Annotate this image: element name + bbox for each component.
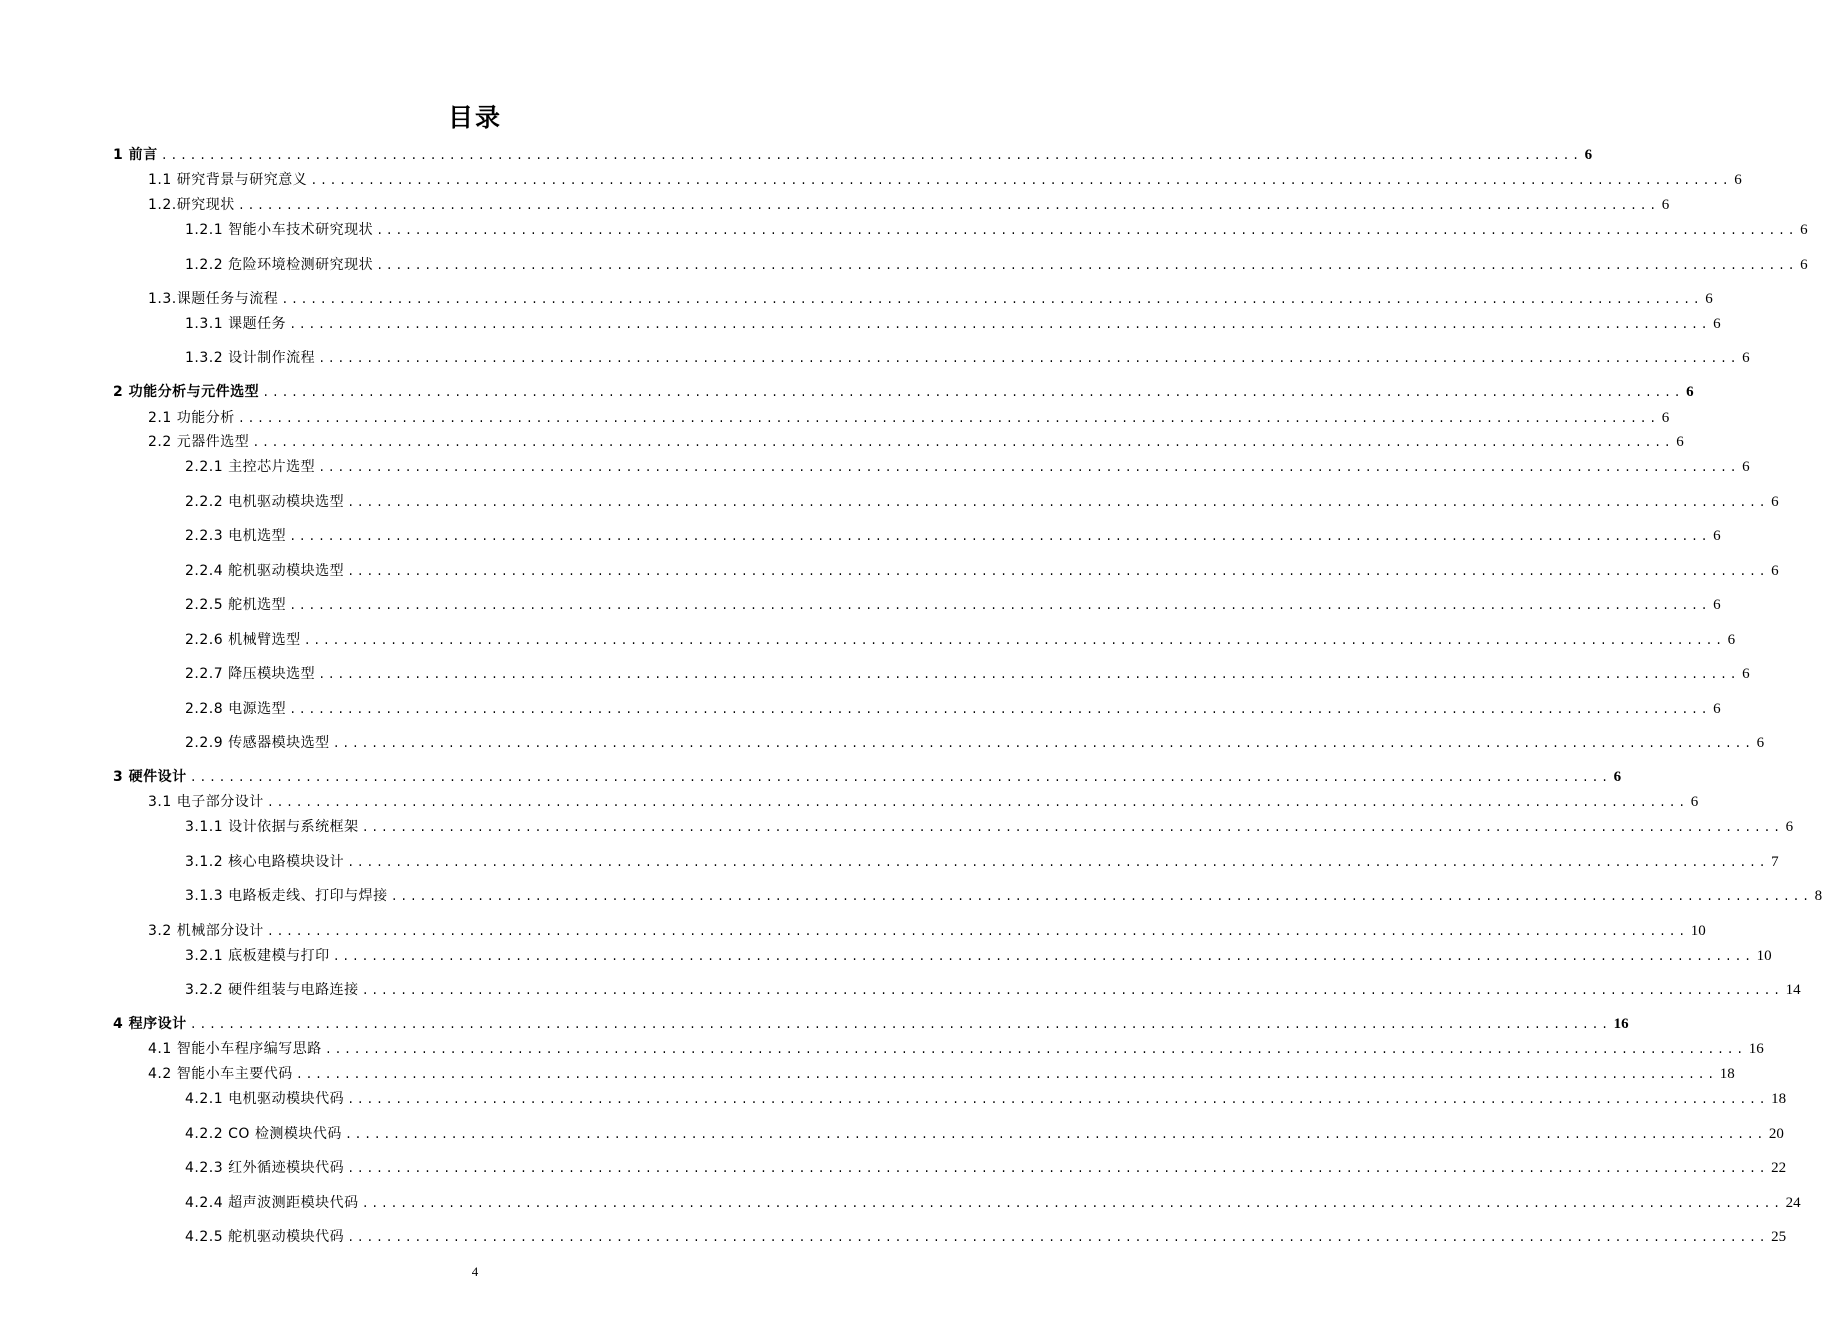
toc-entry-text: 3.1.3 电路板走线、打印与焊接 <box>185 888 388 904</box>
toc-entry-page: 6 <box>1742 350 1750 366</box>
toc-entry[interactable] <box>185 252 1808 274</box>
toc-entry-text: 4.2 智能小车主要代码 <box>148 1066 293 1082</box>
dot-leader: .................................................................................................................................................... <box>376 224 1798 238</box>
dot-leader: .................................................................................................................................................... <box>344 1128 1766 1142</box>
toc-entry-text: 1.3.2 设计制作流程 <box>185 350 316 366</box>
toc-entry-page: 8 <box>1814 888 1822 904</box>
toc-entry[interactable] <box>185 943 1772 965</box>
toc-entry-text: 2.2.7 降压模块选型 <box>185 666 316 682</box>
toc-entry-text: 2.2.2 电机驱动模块选型 <box>185 494 345 510</box>
toc-entry[interactable] <box>113 764 1622 786</box>
toc-entry[interactable] <box>148 286 1713 308</box>
toc-entry-page: 6 <box>1705 291 1713 307</box>
toc-entry[interactable] <box>185 217 1808 239</box>
toc-entry-text: 2.2.9 传感器模块选型 <box>185 735 330 751</box>
dot-leader: .................................................................................................................................................... <box>347 1162 1769 1176</box>
toc-entry-page: 6 <box>1661 197 1670 213</box>
toc-entry[interactable] <box>185 454 1750 476</box>
toc-entry-page: 6 <box>1742 666 1750 682</box>
toc-entry-page: 6 <box>1734 172 1742 188</box>
toc-entry-page: 25 <box>1771 1229 1787 1245</box>
toc-entry-page: 18 <box>1771 1091 1787 1107</box>
dot-leader: .................................................................................................................................................... <box>310 174 1732 188</box>
toc-entry[interactable] <box>185 883 1822 905</box>
toc-entry[interactable] <box>185 661 1750 683</box>
toc-entry-text: 2.2.4 舵机驱动模块选型 <box>185 563 345 579</box>
toc-entry-text: 4 程序设计 <box>113 1016 187 1032</box>
toc-entry-text: 4.2.4 超声波测距模块代码 <box>185 1195 359 1211</box>
toc-entry-page: 6 <box>1800 257 1808 273</box>
dot-leader: .................................................................................................................................................... <box>303 634 1725 648</box>
toc-entry-page: 6 <box>1713 701 1721 717</box>
toc-entry[interactable] <box>185 1121 1784 1143</box>
toc-entry[interactable] <box>185 592 1721 614</box>
toc-entry-page: 6 <box>1676 434 1684 450</box>
dot-leader: .................................................................................................................................................... <box>361 984 1783 998</box>
dot-leader: .................................................................................................................................................... <box>237 412 1659 426</box>
dot-leader: .................................................................................................................................................... <box>237 199 1659 213</box>
toc-entry-text: 3 硬件设计 <box>113 769 187 785</box>
toc-entry-text: 2.2.8 电源选型 <box>185 701 287 717</box>
toc-entry-page: 6 <box>1713 528 1721 544</box>
dot-leader: .................................................................................................................................................... <box>295 1068 1717 1082</box>
toc-entry-text: 2.1 功能分析 <box>148 410 235 426</box>
toc-entry[interactable] <box>148 192 1670 214</box>
toc-entry-text: 3.1.2 核心电路模块设计 <box>185 854 345 870</box>
toc-entry-page: 6 <box>1713 597 1721 613</box>
toc-entry-page: 14 <box>1785 982 1801 998</box>
dot-leader: .................................................................................................................................................... <box>347 565 1769 579</box>
toc-entry[interactable] <box>113 1011 1629 1033</box>
toc-entry-page: 6 <box>1756 735 1765 751</box>
toc-entry-page: 6 <box>1690 794 1699 810</box>
toc-entry-page: 6 <box>1771 563 1779 579</box>
toc-entry[interactable] <box>185 814 1794 836</box>
page-number: 4 <box>471 1264 479 1279</box>
toc-entry[interactable] <box>185 1190 1801 1212</box>
toc-entry-page: 20 <box>1768 1126 1784 1142</box>
dot-leader: .................................................................................................................................................... <box>289 703 1711 717</box>
toc-entry-text: 1.3.课题任务与流程 <box>148 291 279 307</box>
toc-entry[interactable] <box>185 977 1801 999</box>
dot-leader: .................................................................................................................................................... <box>281 293 1703 307</box>
toc-entry[interactable] <box>185 1224 1787 1246</box>
toc-entry-text: 4.2.3 红外循迹模块代码 <box>185 1160 345 1176</box>
toc-entry-text: 2.2 元器件选型 <box>148 434 250 450</box>
dot-leader: .................................................................................................................................................... <box>160 149 1582 163</box>
toc-entry-page: 6 <box>1800 222 1808 238</box>
toc-entry[interactable] <box>148 405 1670 427</box>
toc-entry-page: 6 <box>1584 147 1593 163</box>
toc-entry[interactable] <box>185 345 1750 367</box>
dot-leader: .................................................................................................................................................... <box>189 1018 1611 1032</box>
toc-entry[interactable] <box>185 558 1779 580</box>
dot-leader: .................................................................................................................................................... <box>361 1197 1783 1211</box>
toc-entry-text: 3.2.2 硬件组装与电路连接 <box>185 982 359 998</box>
toc-entry[interactable] <box>185 1155 1787 1177</box>
toc-entry[interactable] <box>185 311 1721 333</box>
toc-entry-text: 2.2.6 机械臂选型 <box>185 632 301 648</box>
dot-leader: .................................................................................................................................................... <box>332 737 1754 751</box>
toc-entry[interactable] <box>185 489 1779 511</box>
toc-entry-page: 6 <box>1686 384 1694 400</box>
toc-entry[interactable] <box>185 730 1765 752</box>
toc-entry-page: 6 <box>1661 410 1670 426</box>
toc-entry-page: 24 <box>1785 1195 1801 1211</box>
toc-entry-page: 18 <box>1719 1066 1735 1082</box>
toc-entry-page: 7 <box>1771 854 1779 870</box>
dot-leader: .................................................................................................................................................... <box>376 259 1798 273</box>
dot-leader: .................................................................................................................................................... <box>390 890 1812 904</box>
toc-entry[interactable] <box>148 167 1742 189</box>
toc-entry[interactable] <box>185 849 1779 871</box>
dot-leader: .................................................................................................................................................... <box>266 925 1688 939</box>
toc-entry[interactable] <box>148 429 1684 451</box>
toc-entry-page: 6 <box>1742 459 1750 475</box>
toc-entry[interactable] <box>185 523 1721 545</box>
dot-leader: .................................................................................................................................................... <box>347 1093 1769 1107</box>
toc-entry-page: 6 <box>1713 316 1721 332</box>
toc-entry[interactable] <box>185 696 1721 718</box>
toc-entry[interactable] <box>148 918 1706 940</box>
toc-entry-text: 4.2.2 CO 检测模块代码 <box>185 1126 342 1142</box>
dot-leader: .................................................................................................................................................... <box>262 386 1684 400</box>
toc-entry[interactable] <box>113 142 1593 164</box>
dot-leader: .................................................................................................................................................... <box>289 530 1711 544</box>
toc-entry-text: 3.1.1 设计依据与系统框架 <box>185 819 359 835</box>
toc-entry-page: 6 <box>1785 819 1794 835</box>
toc-entry-text: 1.2.1 智能小车技术研究现状 <box>185 222 374 238</box>
toc-entry-text: 1.1 研究背景与研究意义 <box>148 172 308 188</box>
toc-entry-text: 2.2.1 主控芯片选型 <box>185 459 316 475</box>
dot-leader: .................................................................................................................................................... <box>289 318 1711 332</box>
dot-leader: .................................................................................................................................................... <box>318 352 1740 366</box>
toc-entry[interactable] <box>185 627 1736 649</box>
page-title: 目录 <box>447 103 502 132</box>
dot-leader: .................................................................................................................................................... <box>347 1231 1769 1245</box>
dot-leader: .................................................................................................................................................... <box>189 771 1611 785</box>
toc-entry-text: 1.2.研究现状 <box>148 197 235 213</box>
toc-entry[interactable] <box>185 1086 1787 1108</box>
toc-entry-text: 2.2.3 电机选型 <box>185 528 287 544</box>
toc-entry-page: 10 <box>1690 923 1706 939</box>
toc-entry-text: 1.3.1 课题任务 <box>185 316 287 332</box>
dot-leader: .................................................................................................................................................... <box>318 668 1740 682</box>
toc-entry-text: 2.2.5 舵机选型 <box>185 597 287 613</box>
toc-entry-text: 3.2.1 底板建模与打印 <box>185 948 330 964</box>
dot-leader: .................................................................................................................................................... <box>318 461 1740 475</box>
dot-leader: .................................................................................................................................................... <box>266 796 1688 810</box>
toc-entry[interactable] <box>113 379 1694 401</box>
toc-entry-text: 2 功能分析与元件选型 <box>113 384 260 400</box>
toc-entry[interactable] <box>148 1036 1764 1058</box>
dot-leader: .................................................................................................................................................... <box>252 436 1674 450</box>
toc-entry-page: 6 <box>1613 769 1622 785</box>
dot-leader: .................................................................................................................................................... <box>347 856 1769 870</box>
toc-entry[interactable] <box>148 789 1699 811</box>
toc-entry-page: 6 <box>1727 632 1736 648</box>
toc-entry-text: 4.2.1 电机驱动模块代码 <box>185 1091 345 1107</box>
toc-entry-page: 10 <box>1756 948 1772 964</box>
toc-entry-page: 22 <box>1771 1160 1787 1176</box>
dot-leader: .................................................................................................................................................... <box>289 599 1711 613</box>
dot-leader: .................................................................................................................................................... <box>347 496 1769 510</box>
dot-leader: .................................................................................................................................................... <box>332 950 1754 964</box>
toc-entry-text: 3.1 电子部分设计 <box>148 794 264 810</box>
toc-entry-page: 16 <box>1613 1016 1629 1032</box>
toc-entry-text: 3.2 机械部分设计 <box>148 923 264 939</box>
toc-entry-text: 1.2.2 危险环境检测研究现状 <box>185 257 374 273</box>
toc-entry-text: 1 前言 <box>113 147 158 163</box>
toc-entry[interactable] <box>148 1061 1735 1083</box>
toc-entry-text: 4.2.5 舵机驱动模块代码 <box>185 1229 345 1245</box>
toc-entry-text: 4.1 智能小车程序编写思路 <box>148 1041 322 1057</box>
toc-entry-page: 16 <box>1748 1041 1764 1057</box>
dot-leader: .................................................................................................................................................... <box>324 1043 1746 1057</box>
dot-leader: .................................................................................................................................................... <box>361 821 1783 835</box>
toc-entry-page: 6 <box>1771 494 1779 510</box>
